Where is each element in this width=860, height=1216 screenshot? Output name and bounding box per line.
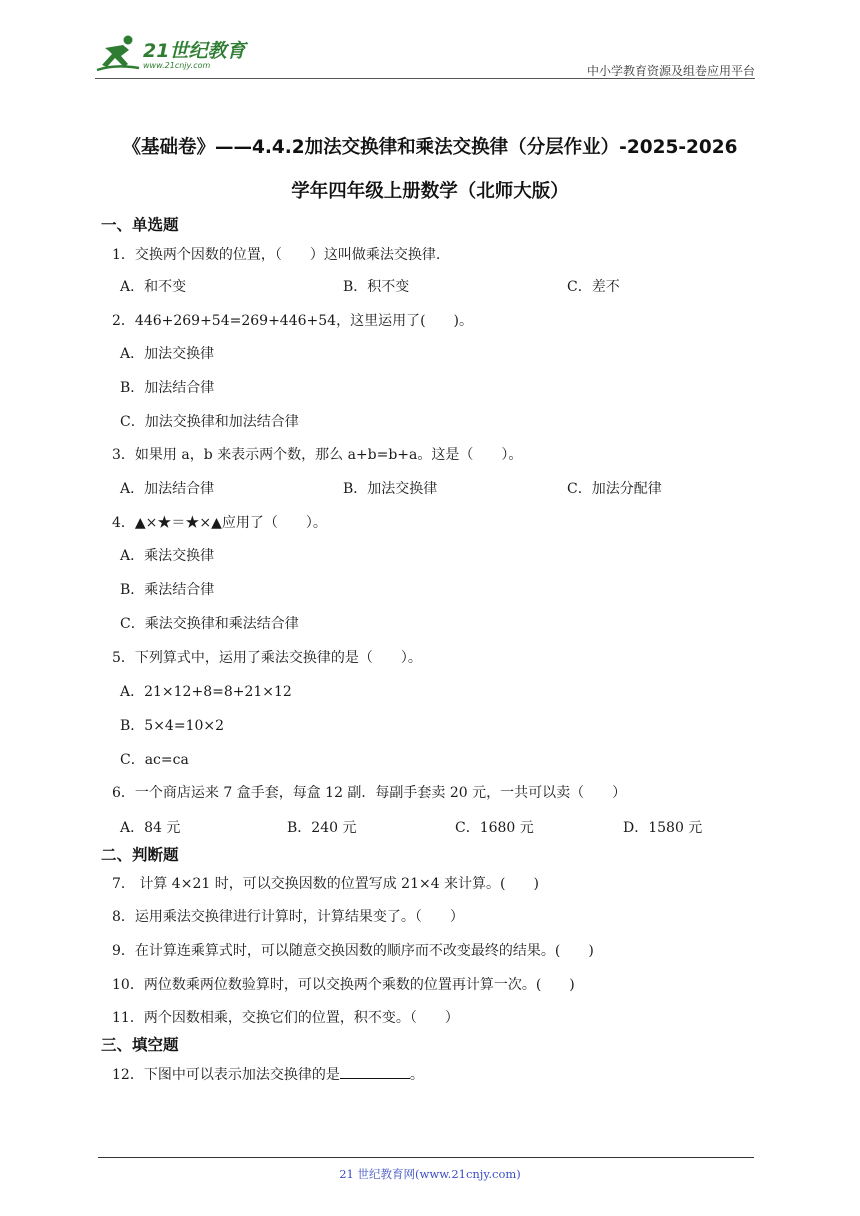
option[interactable]: B．积不变 bbox=[343, 279, 410, 295]
section-heading-fill-blank: 三、填空题 bbox=[101, 1036, 179, 1054]
option[interactable]: B．乘法结合律 bbox=[120, 582, 215, 598]
question-stem: 4．▲×★＝★×▲应用了（ ）。 bbox=[112, 515, 327, 531]
option[interactable]: A．加法结合律 bbox=[120, 481, 215, 497]
platform-tagline: 中小学教育资源及组卷应用平台 bbox=[586, 64, 755, 78]
option[interactable]: A．加法交换律 bbox=[120, 346, 215, 362]
question-stem: 2．446+269+54=269+446+54，这里运用了( )。 bbox=[112, 313, 473, 329]
option[interactable]: A．84 元 bbox=[120, 820, 181, 836]
option[interactable]: C．乘法交换律和乘法结合律 bbox=[120, 616, 299, 632]
document-title-line-1: 《基础卷》——4.4.2加法交换律和乘法交换律（分层作业）-2025-2026 bbox=[122, 137, 738, 158]
option[interactable]: B．5×4=10×2 bbox=[120, 718, 225, 734]
judgement-question: 7． 计算 4×21 时，可以交换因数的位置写成 21×4 来计算。( ) bbox=[112, 876, 539, 892]
option[interactable]: C．1680 元 bbox=[455, 820, 534, 836]
option[interactable]: B．240 元 bbox=[287, 820, 357, 836]
option[interactable]: B．加法交换律 bbox=[343, 481, 438, 497]
document-title-line-2: 学年四年级上册数学（北师大版） bbox=[291, 181, 569, 202]
question-stem: 5．下列算式中，运用了乘法交换律的是（ ）。 bbox=[112, 650, 422, 666]
judgement-question: 8．运用乘法交换律进行计算时，计算结果变了。（ ） bbox=[112, 909, 464, 925]
option[interactable]: C．差不 bbox=[567, 279, 620, 295]
option[interactable]: C．加法分配律 bbox=[567, 481, 662, 497]
option[interactable]: B．加法结合律 bbox=[120, 380, 215, 396]
question-stem: 6．一个商店运来 7 盒手套，每盒 12 副．每副手套卖 20 元，一共可以卖（ ） bbox=[112, 785, 627, 801]
section-heading-true-false: 二、判断题 bbox=[101, 846, 179, 864]
question-stem: 3．如果用 a，b 来表示两个数，那么 a+b=b+a。这是（ ）。 bbox=[112, 447, 523, 463]
page-header bbox=[95, 30, 755, 79]
option[interactable]: D．1580 元 bbox=[623, 820, 703, 836]
footer-link[interactable]: 21 世纪教育网(www.21cnjy.com) bbox=[339, 1167, 521, 1181]
question-stem: 1．交换两个因数的位置，（ ）这叫做乘法交换律. bbox=[112, 247, 441, 263]
logo-url: www.21cnjy.com bbox=[143, 61, 211, 70]
fill-blank-suffix: 。 bbox=[409, 1067, 424, 1083]
section-heading-single-choice: 一、单选题 bbox=[101, 216, 179, 234]
judgement-question: 10．两位数乘两位数验算时，可以交换两个乘数的位置再计算一次。( ) bbox=[112, 977, 575, 993]
fill-blank-question bbox=[112, 1064, 424, 1084]
fill-blank-stem: 12．下图中可以表示加法交换律的是 bbox=[112, 1067, 340, 1083]
runner-logo-icon bbox=[95, 34, 141, 74]
option[interactable]: A．和不变 bbox=[120, 279, 187, 295]
footer-divider bbox=[98, 1157, 754, 1158]
option[interactable]: A．乘法交换律 bbox=[120, 548, 215, 564]
site-logo[interactable] bbox=[95, 34, 265, 74]
option[interactable]: C．加法交换律和加法结合律 bbox=[120, 414, 299, 430]
judgement-question: 11．两个因数相乘，交换它们的位置，积不变。（ ） bbox=[112, 1010, 459, 1026]
judgement-question: 9．在计算连乘算式时，可以随意交换因数的顺序而不改变最终的结果。( ) bbox=[112, 943, 594, 959]
option[interactable]: A．21×12+8=8+21×12 bbox=[120, 684, 292, 700]
answer-blank[interactable] bbox=[340, 1064, 410, 1079]
option[interactable]: C．ac=ca bbox=[120, 752, 189, 768]
logo-text: 21世纪教育 bbox=[143, 40, 246, 62]
